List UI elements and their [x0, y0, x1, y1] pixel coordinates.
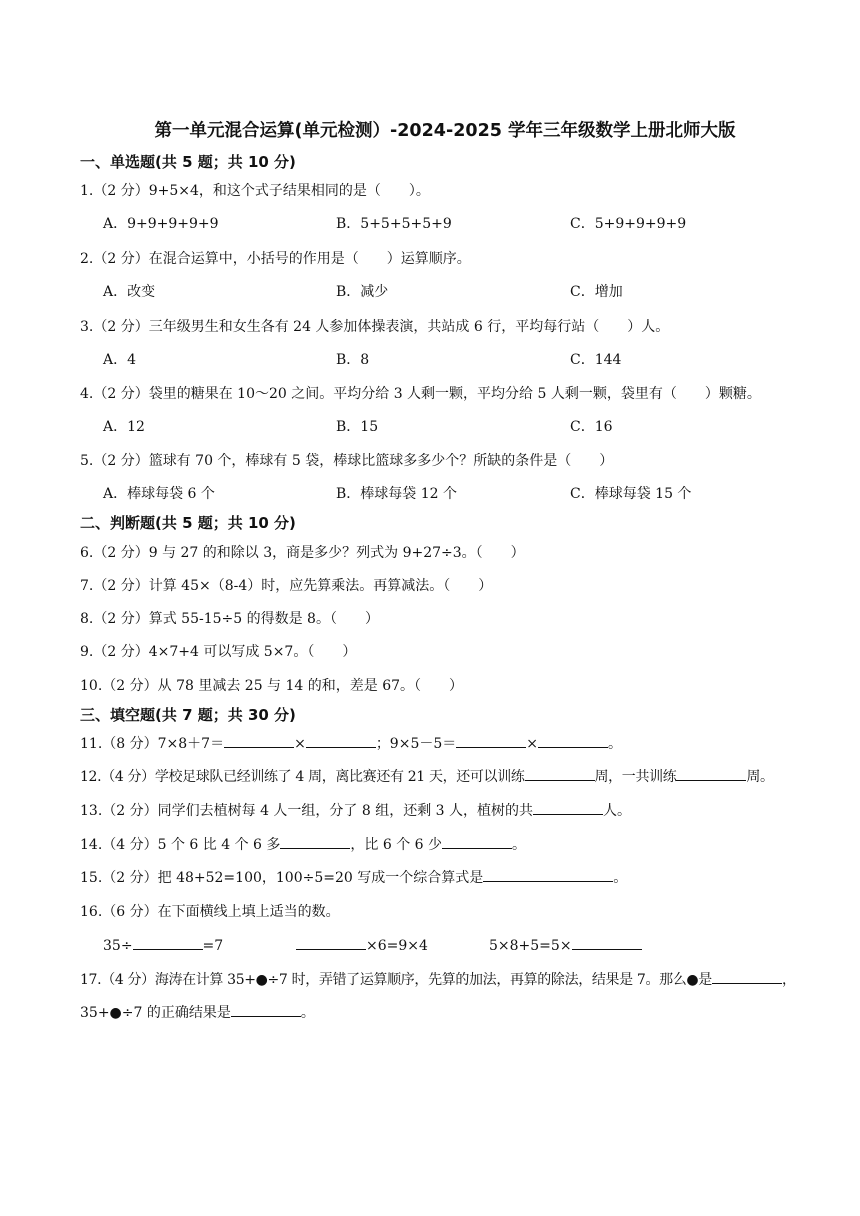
question-4-option-b: B．15: [336, 419, 379, 435]
question-12: 12.（4 分）学校足球队已经训练了 4 周，离比赛还有 21 天，还可以训练 周，一共训练 周。: [80, 766, 774, 786]
answer-blank[interactable]: [572, 935, 642, 950]
question-10: 10.（2 分）从 78 里减去 25 与 14 的和，差是 67。（ ）: [80, 678, 464, 694]
question-14: 14.（4 分）5 个 6 比 4 个 6 多 ，比 6 个 6 少 。: [80, 834, 526, 854]
section-heading-true-false: 二、判断题(共 5 题；共 10 分): [80, 514, 296, 532]
answer-blank[interactable]: [296, 935, 366, 950]
question-5-stem: 5.（2 分）篮球有 70 个，棒球有 5 袋，棒球比篮球多多少个？所缺的条件是（ ）: [80, 453, 614, 469]
answer-blank[interactable]: [133, 935, 203, 950]
question-15: 15.（2 分）把 48+52=100，100÷5=20 写成一个综合算式是 。: [80, 867, 627, 887]
question-1-option-b: B．5+5+5+5+9: [336, 216, 452, 232]
question-9: 9.（2 分）4×7+4 可以写成 5×7。（ ）: [80, 644, 357, 660]
question-3-option-c: C．144: [570, 352, 622, 368]
page-title: 第一单元混合运算(单元检测）-2024-2025 学年三年级数学上册北师大版: [154, 121, 736, 141]
question-17-line-2: 35+●÷7 的正确结果是 。: [80, 1002, 315, 1022]
question-16-expression-3: 5×8+5=5×: [489, 935, 642, 954]
question-2-option-b: B．减少: [336, 284, 389, 300]
question-2-stem: 2.（2 分）在混合运算中，小括号的作用是（ ）运算顺序。: [80, 251, 471, 267]
question-4-option-c: C．16: [570, 419, 613, 435]
answer-blank[interactable]: [533, 800, 603, 815]
question-4-option-a: A．12: [103, 419, 145, 435]
question-13: 13.（2 分）同学们去植树每 4 人一组，分了 8 组，还剩 3 人，植树的共 人。: [80, 800, 631, 820]
question-5-option-c: C．棒球每袋 15 个: [570, 486, 692, 502]
question-11: 11.（8 分）7×8＋7＝ × ；9×5－5＝ × 。: [80, 733, 622, 753]
question-1-stem: 1.（2 分）9+5×4，和这个式子结果相同的是（ ）。: [80, 183, 430, 199]
question-6: 6.（2 分）9 与 27 的和除以 3，商是多少？列式为 9+27÷3。（ ）: [80, 545, 525, 561]
question-17-line-1: 17.（4 分）海涛在计算 35+●÷7 时，弄错了运算顺序，先算的加法，再算的除法，结果是 7。那么●是 ，: [80, 969, 796, 989]
question-8: 8.（2 分）算式 55-15÷5 的得数是 8。（ ）: [80, 611, 379, 627]
question-3-stem: 3.（2 分）三年级男生和女生各有 24 人参加体操表演，共站成 6 行，平均每行站（ ）人。: [80, 319, 670, 335]
answer-blank[interactable]: [231, 1002, 301, 1017]
question-1-option-a: A．9+9+9+9+9: [103, 216, 219, 232]
answer-blank[interactable]: [224, 733, 294, 748]
answer-blank[interactable]: [525, 766, 595, 781]
question-7: 7.（2 分）计算 45×（8-4）时，应先算乘法。再算减法。（ ）: [80, 578, 493, 594]
section-heading-fill-in: 三、填空题(共 7 题；共 30 分): [80, 706, 296, 724]
answer-blank[interactable]: [306, 733, 376, 748]
answer-blank[interactable]: [712, 969, 782, 984]
answer-blank[interactable]: [483, 867, 613, 882]
answer-blank[interactable]: [442, 834, 512, 849]
question-16-expression-2: ×6=9×4: [296, 935, 428, 954]
question-1-option-c: C．5+9+9+9+9: [570, 216, 687, 232]
question-3-option-b: B．8: [336, 352, 370, 368]
question-16-expression-1: 35÷ =7: [103, 935, 223, 954]
section-heading-single-choice: 一、单选题(共 5 题；共 10 分): [80, 153, 296, 171]
answer-blank[interactable]: [538, 733, 608, 748]
answer-blank[interactable]: [676, 766, 746, 781]
answer-blank[interactable]: [456, 733, 526, 748]
question-16-stem: 16.（6 分）在下面横线上填上适当的数。: [80, 904, 340, 920]
question-3-option-a: A．4: [103, 352, 137, 368]
question-5-option-a: A．棒球每袋 6 个: [103, 486, 215, 502]
question-2-option-c: C．增加: [570, 284, 623, 300]
answer-blank[interactable]: [280, 834, 350, 849]
question-2-option-a: A．改变: [103, 284, 156, 300]
question-5-option-b: B．棒球每袋 12 个: [336, 486, 458, 502]
question-4-stem: 4.（2 分）袋里的糖果在 10～20 之间。平均分给 3 人剩一颗，平均分给 5 人剩一颗，袋里有（ ）颗糖。: [80, 386, 761, 402]
